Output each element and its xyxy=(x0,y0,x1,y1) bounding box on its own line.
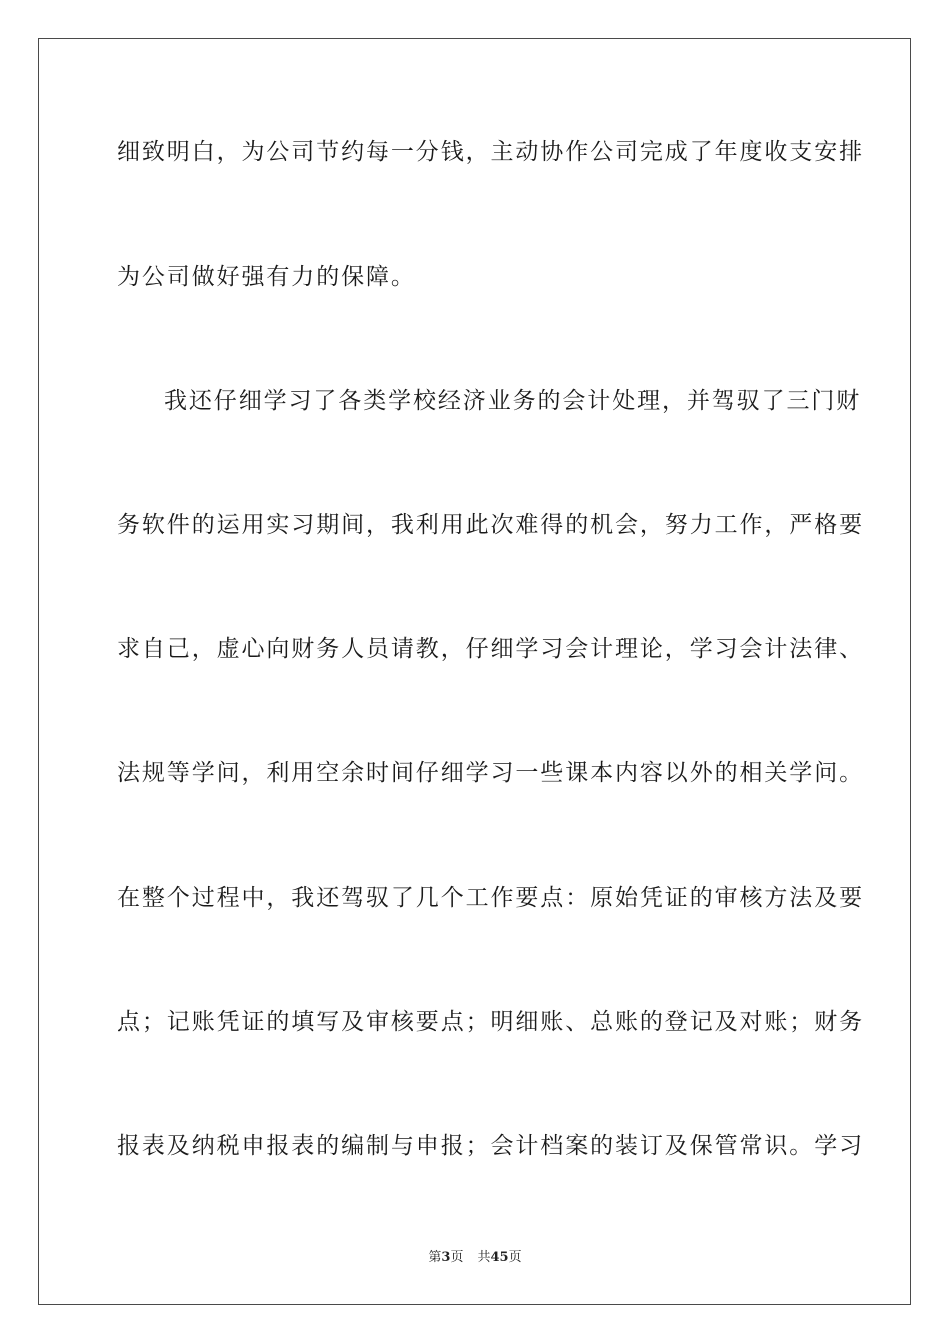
footer-total-pages: 45 xyxy=(490,1250,509,1265)
body-text-line-8: 点；记账凭证的填写及审核要点；明细账、总账的登记及对账；财务 xyxy=(117,1009,864,1035)
footer-page-suffix: 页 xyxy=(450,1250,464,1265)
body-text-line-4: 务软件的运用实习期间，我利用此次难得的机会，努力工作，严格要 xyxy=(117,512,864,538)
footer-total-suffix: 页 xyxy=(508,1250,522,1265)
body-text-line-6: 法规等学问，利用空余时间仔细学习一些课本内容以外的相关学问。 xyxy=(117,760,864,786)
body-text-line-9: 报表及纳税申报表的编制与申报；会计档案的装订及保管常识。学习 xyxy=(117,1133,864,1159)
footer-total-prefix: 共 xyxy=(477,1250,491,1265)
page-footer xyxy=(0,1246,950,1265)
body-text-line-2: 为公司做好强有力的保障。 xyxy=(117,264,416,290)
body-text-line-5: 求自己，虚心向财务人员请教，仔细学习会计理论，学习会计法律、 xyxy=(117,636,864,662)
body-text-line-7: 在整个过程中，我还驾驭了几个工作要点：原始凭证的审核方法及要 xyxy=(117,885,864,911)
footer-page-number: 3 xyxy=(441,1250,451,1265)
page-border xyxy=(38,38,911,1305)
footer-page-prefix: 第 xyxy=(428,1250,442,1265)
body-text-line-1: 细致明白，为公司节约每一分钱，主动协作公司完成了年度收支安排 xyxy=(117,139,864,165)
body-text-line-3: 我还仔细学习了各类学校经济业务的会计处理，并驾驭了三门财 xyxy=(164,388,862,414)
